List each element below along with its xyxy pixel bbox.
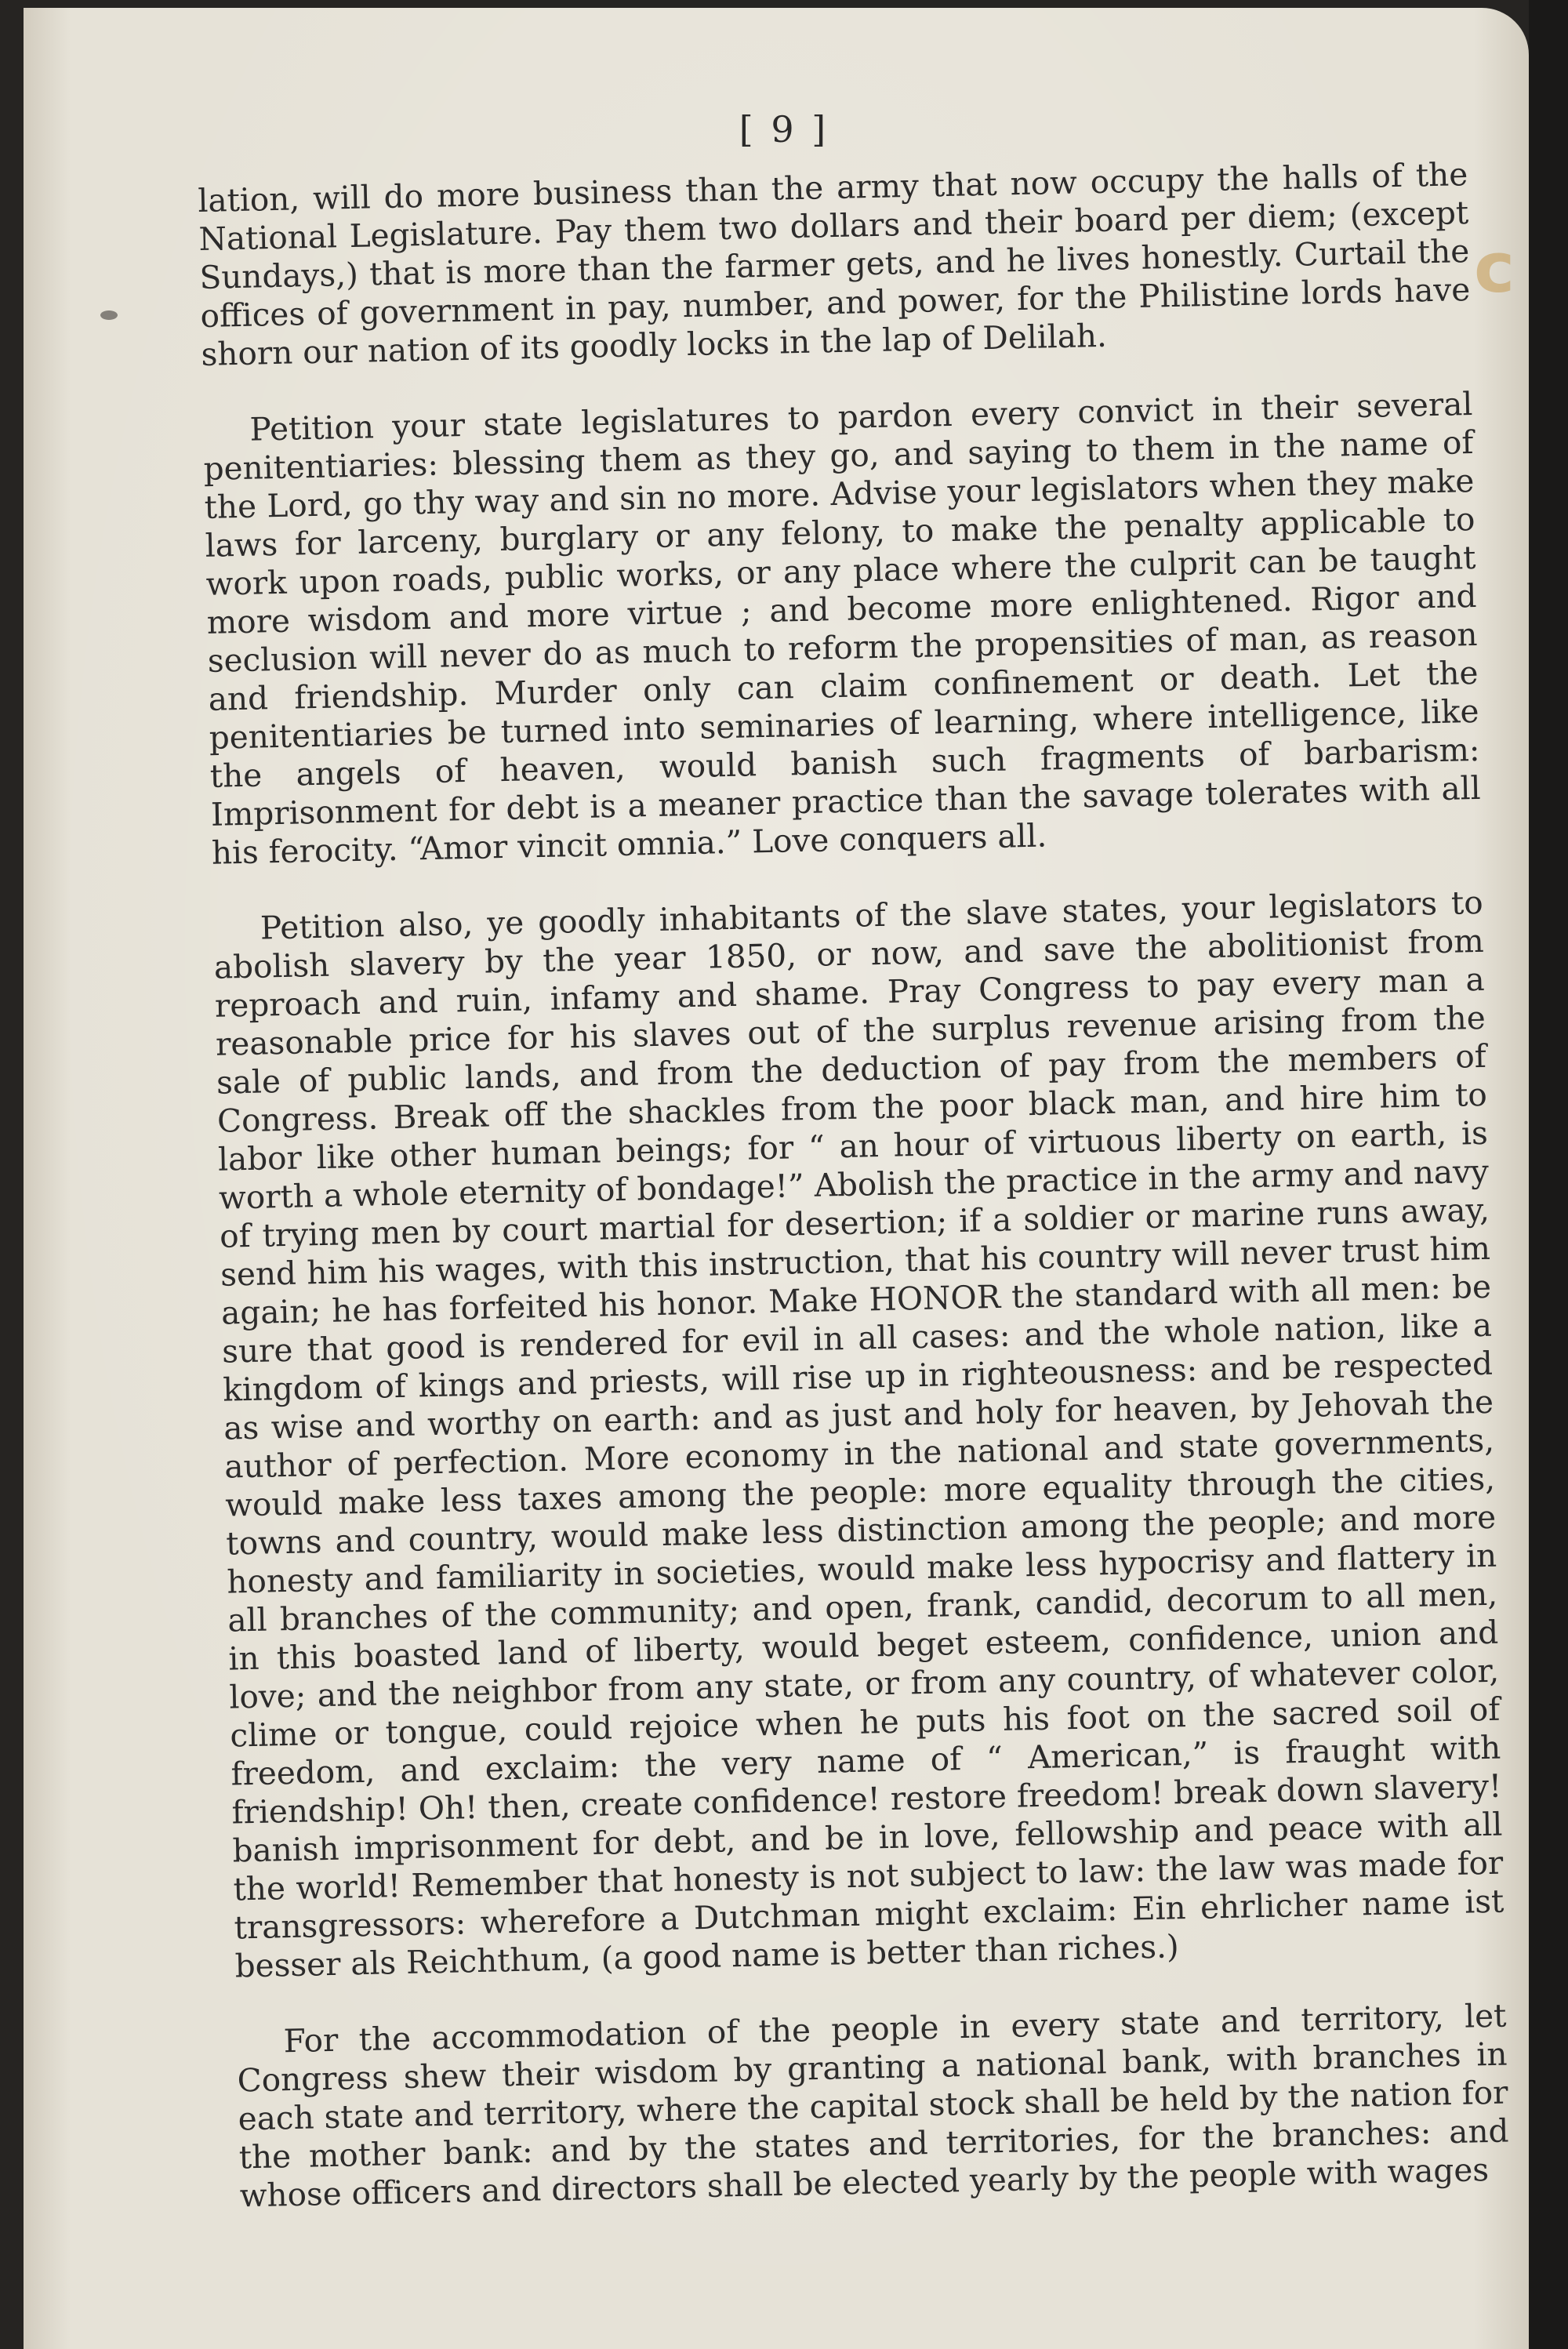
book-spine (1529, 0, 1568, 2349)
margin-annotation: c (1474, 227, 1515, 308)
paragraph-2: Petition your state legislatures to pardon every convict in their several penitentiaries: blessing them as they go, and saying to them in the name of the Lord, go thy way and sin no more. Advise your legislators when they make laws for larceny, burglary or any felony, to make the penalty applicable to work upon roads, public works, or any place where the culprit can be taught more wisdom and more virtue ; and become more enlightened. Rigor and seclusion will never do as much to reform the propensities of man, as reason and friendship. Murder only can claim confinement or death. Let the penitentiaries be turned into seminaries of learning, where intelligence, like the angels of heaven, would banish such fragments of barbarism: Imprisonment for debt is a meaner practice than the savage tolerates with all his ferocity. “Amor vincit omnia.” Love conquers all. (203, 385, 1482, 872)
page-number: [ 9 ] (739, 108, 829, 151)
paragraph-1: lation, will do more business than the army that now occupy the halls of the National Legislature. Pay them two dollars and their board per diem; (except Sundays,) that is more than the farmer gets, and he lives honestly. Curtail the offices of government in pay, number, and power, for the Philistine lords have shorn our nation of its goodly locks in the lap of Delilah. (198, 155, 1471, 373)
paragraph-3: Petition also, ye goodly inhabitants of the slave states, your legislators to abolish slavery by the year 1850, or now, and save the abolitionist from reproach and ruin, infamy and shame. Pray Congress to pay every man a reasonable price for his slaves out of the surplus revenue arising from the sale of public lands, and from the deduction of pay from the members of Congress. Break off the shackles from the poor black man, and hire him to labor like other human beings; for “ an hour of virtuous liberty on earth, is worth a whole eternity of bondage!” Abolish the practice in the army and navy of trying men by court martial for desertion; if a soldier or marine runs away, send him his wages, with this instruction, that his country will never trust him again; he has forfeited his honor. Make HONOR the standard with all men: be sure that good is rendered for evil in all cases: and the whole nation, like a kingdom of kings and priests, will rise up in righteousness: and be respected as wise and worthy on earth: and as just and holy for heaven, by Jehovah the author of perfection. More economy in the national and state governments, would make less taxes among the people: more equality through the cities, towns and country, would make less distinction among the people; and more honesty and familiarity in societies, would make less hypocrisy and flattery in all branches of the community; and open, frank, candid, decorum to all men, in this boasted land of liberty, would beget esteem, confidence, union and love; and the neighbor from any state, or from any country, of whatever color, clime or tongue, could rejoice when he puts his foot on the sacred soil of freedom, and exclaim: the very name of “ American,” is fraught with friendship! Oh! then, create confidence! restore freedom! break down slavery! banish imprisonment for debt, and be in love, fellowship and peace with all the world! Remember that honesty is not subject to law: the law was made for transgressors: wherefore a Dutchman might exclaim: Ein ehrlicher name ist besser als Reichthum, (a good name is better than riches.) (213, 883, 1504, 1985)
ink-blot (100, 310, 118, 320)
paragraph-4: For the accommodation of the people in every state and territory, let Congress shew their wisdom by granting a national bank, with branches in each state and territory, where the capital stock shall be held by the nation for the mother bank: and by the states and territories, for the branches: and whose officers and directors shall be elected yearly by the people with wages (237, 1996, 1509, 2215)
page-body (198, 155, 1510, 2215)
